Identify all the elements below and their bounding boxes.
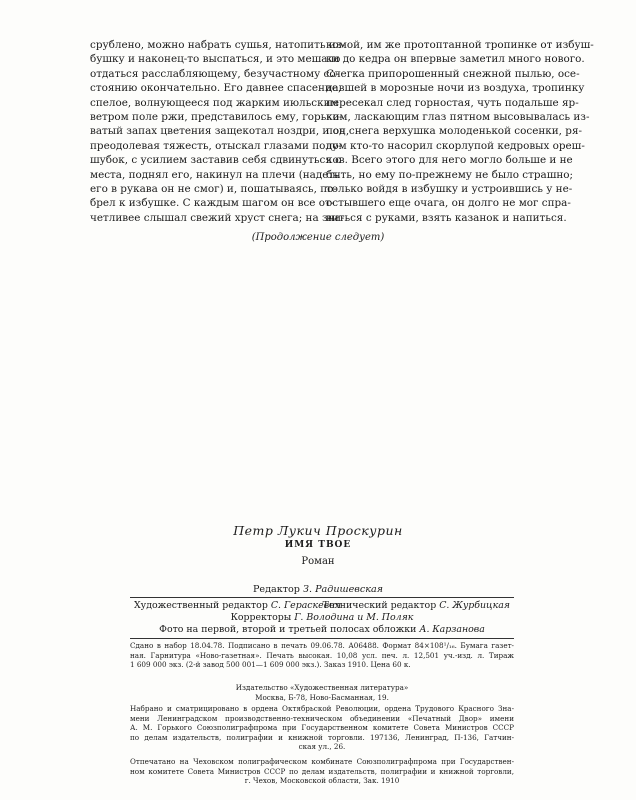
text-line: ков. Всего этого для него могло больше и не: [326, 154, 573, 167]
photo-credit: [134, 624, 510, 636]
printer-line: ном комитете Совета Министров СССР по делам издательств, полиграфии и книжной торговли,: [130, 766, 514, 776]
printing-house-info: [130, 704, 514, 752]
correctors-credit: [134, 612, 510, 624]
publisher-line: Москва, Б-78, Ново-Басманная, 19.: [255, 692, 389, 702]
tech-editor-label: Технический редактор: [322, 600, 437, 611]
genre-label: Роман: [301, 556, 335, 567]
art-editor-credit: [134, 600, 341, 612]
text-line: четливее слышал свежий хруст снега; на зна-: [90, 211, 345, 224]
printer-info: [130, 757, 514, 786]
text-line: отдаться расслабляющему, безучастному со-: [90, 67, 340, 80]
photo-credit-label: Фото на первой, второй и третьей полосах обложки: [159, 624, 417, 635]
publisher-info: [130, 683, 514, 702]
tech-editor-credit: [323, 600, 510, 612]
printer-line: г. Чехов, Московской области, Зак. 1910: [244, 776, 400, 786]
text-line: Слегка припорошенный снежной пылью, осе-: [326, 67, 580, 80]
editor-credit: [0, 584, 636, 595]
printing-house-line: Набрано и сматрицировано в ордена Октябрьской Революции, ордена Трудового Красного Зна-: [130, 704, 514, 713]
text-line: срублено, можно набрать сушья, натопить из-: [90, 39, 345, 51]
book-title: ИМЯ ТВОЕ: [284, 540, 352, 550]
text-line: пересекал след горностая, чуть подальше яр-: [326, 96, 579, 109]
text-line: остывшего еще очага, он долго не мог спра-: [326, 197, 571, 210]
continued-note: (Продолжение следует): [251, 232, 385, 243]
text-line: дом кто-то насорил скорлупой кедровых ореш-: [326, 139, 585, 152]
art-editor-label: Художественный редактор: [134, 600, 268, 611]
divider-line: [130, 638, 514, 639]
author-name: Петр Лукич Проскурин: [233, 523, 403, 538]
photo-credit-name: А. Карзанова: [419, 624, 485, 635]
text-line: бушку и наконец-то выспаться, и это мешало: [90, 53, 341, 66]
art-editor-name: С. Гераскевич: [270, 600, 342, 611]
text-line: быть, но ему по-прежнему не было страшно;: [326, 168, 574, 181]
printing-house-line: по делам издательств, полиграфии и книжной торговли. 197136, Ленинград, П-136, Гатчин-: [130, 732, 514, 742]
text-column-right: [326, 38, 594, 225]
text-line: места, поднял его, накинул на плечи (надеть: [90, 168, 340, 181]
text-line: брел к избушке. С каждым шагом он все от-: [90, 197, 335, 210]
text-line: ким, ласкающим глаз пятном высовывалась из-: [326, 111, 590, 124]
correctors-label: Корректоры: [230, 612, 292, 623]
text-line: шубок, с усилием заставив себя сдвинуться с: [90, 154, 341, 167]
text-line: давшей в морозные ночи из воздуха, тропинку: [326, 82, 585, 95]
divider-line: [130, 597, 514, 598]
text-line: спелое, волнующееся под жарким июльским: [90, 96, 339, 109]
editor-name: З. Радишевская: [303, 584, 384, 595]
print-info-line: 1 609 000 экз. (2-й завод 500 001—1 609 000 экз.). Заказ 1910. Цена 60 к.: [130, 660, 411, 670]
print-info: [130, 641, 514, 670]
text-line: только войдя в избушку и устроившись у не-: [326, 183, 573, 196]
text-line: ветром поле ржи, представилось ему, горько-: [90, 111, 343, 124]
printer-line: Отпечатано на Чеховском полиграфическом комбинате Союзполиграфпрома при Государствен-: [130, 757, 514, 766]
text-line: комой, им же протоптанной тропинке от избуш-: [326, 39, 594, 51]
text-line: виться с руками, взять казанок и напиться.: [326, 211, 567, 224]
text-line: стоянию окончательно. Его давнее спасение,: [90, 82, 342, 95]
print-info-line: Сдано в набор 18.04.78. Подписано в печать 09.06.78. А06488. Формат 84×108¹/₁₆. Бумага газет-: [130, 641, 514, 650]
text-column-left: [90, 38, 350, 225]
text-line: его в рукава он не смог) и, пошатываясь, по-: [90, 183, 337, 196]
text-line: ки до кедра он впервые заметил много нового.: [326, 53, 585, 66]
editor-label: Редактор: [252, 584, 300, 595]
text-line: ватый запах цветения защекотал ноздри, и он,: [90, 125, 350, 138]
print-info-line: ная. Гарнитура «Ново-газетная». Печать высокая. 10,08 усл. печ. л. 12,501 уч.-изд. л. Тираж: [130, 650, 514, 660]
text-line: преодолевая тяжесть, отыскал глазами полу-: [90, 139, 342, 152]
text-line: под снега верхушка молоденькой сосенки, ря-: [326, 125, 583, 138]
correctors-names: Г. Володина и М. Поляк: [294, 612, 414, 623]
printing-house-line: ская ул., 26.: [298, 742, 346, 752]
publisher-line: Издательство «Художественная литература»: [235, 683, 409, 692]
printing-house-line: мени Ленинградском производственно-техническом объединении «Печатный Двор» имени: [130, 713, 514, 723]
printing-house-line: А. М. Горького Союзполиграфпрома при Государственном комитете Совета Министров СССР: [130, 723, 514, 733]
tech-editor-name: С. Журбицкая: [439, 600, 510, 611]
